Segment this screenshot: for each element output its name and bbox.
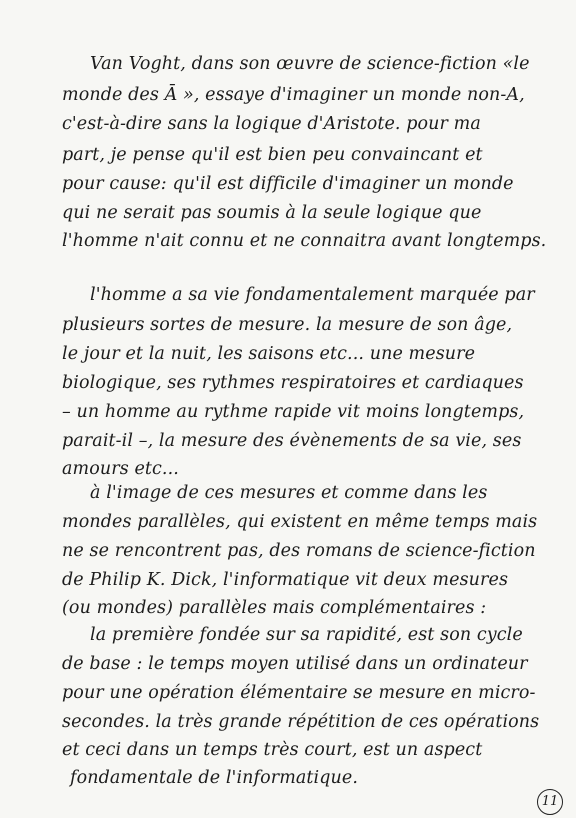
text-line-3: c'est-à-dire sans la logique d'Aristote. pour ma	[62, 114, 481, 134]
text-line-16: mondes parallèles, qui existent en même temps mais	[62, 512, 538, 532]
text-line-7: l'homme n'ait connu et ne connaitra avant longtemps.	[62, 231, 547, 251]
text-line-4: part, je pense qu'il est bien peu convaincant et	[62, 145, 483, 165]
text-line-9: plusieurs sortes de mesure. la mesure de son âge,	[62, 315, 513, 335]
text-line-10: le jour et la nuit, les saisons etc... une mesure	[62, 344, 476, 364]
text-line-11: biologique, ses rythmes respiratoires et cardiaques	[62, 373, 524, 393]
text-line-15: à l'image de ces mesures et comme dans les	[90, 483, 488, 503]
text-line-6: qui ne serait pas soumis à la seule logique que	[62, 203, 482, 223]
text-line-19: (ou mondes) parallèles mais complémentaires :	[62, 598, 487, 618]
text-line-2: monde des Ā », essaye d'imaginer un monde non-A,	[62, 85, 525, 105]
text-line-21: de base : le temps moyen utilisé dans un ordinateur	[62, 654, 528, 674]
text-line-5: pour cause: qu'il est difficile d'imaginer un monde	[62, 174, 514, 194]
text-line-22: pour une opération élémentaire se mesure en micro-	[62, 683, 536, 703]
text-line-8: l'homme a sa vie fondamentalement marquée par	[90, 285, 535, 305]
page-number: 11	[537, 789, 563, 815]
text-line-1: Van Voght, dans son œuvre de science-fiction «le	[90, 54, 530, 74]
text-line-20: la première fondée sur sa rapidité, est son cycle	[90, 625, 523, 645]
text-line-18: de Philip K. Dick, l'informatique vit deux mesures	[62, 570, 509, 590]
text-line-17: ne se rencontrent pas, des romans de science-fiction	[62, 541, 536, 561]
text-line-24: et ceci dans un temps très court, est un aspect	[62, 740, 483, 760]
text-line-12: – un homme au rythme rapide vit moins longtemps,	[62, 402, 525, 422]
text-line-23: secondes. la très grande répétition de ces opérations	[62, 712, 540, 732]
text-line-25: fondamentale de l'informatique.	[70, 768, 359, 788]
text-line-13: parait-il –, la mesure des évènements de sa vie, ses	[62, 431, 522, 451]
text-line-14: amours etc...	[62, 459, 179, 479]
